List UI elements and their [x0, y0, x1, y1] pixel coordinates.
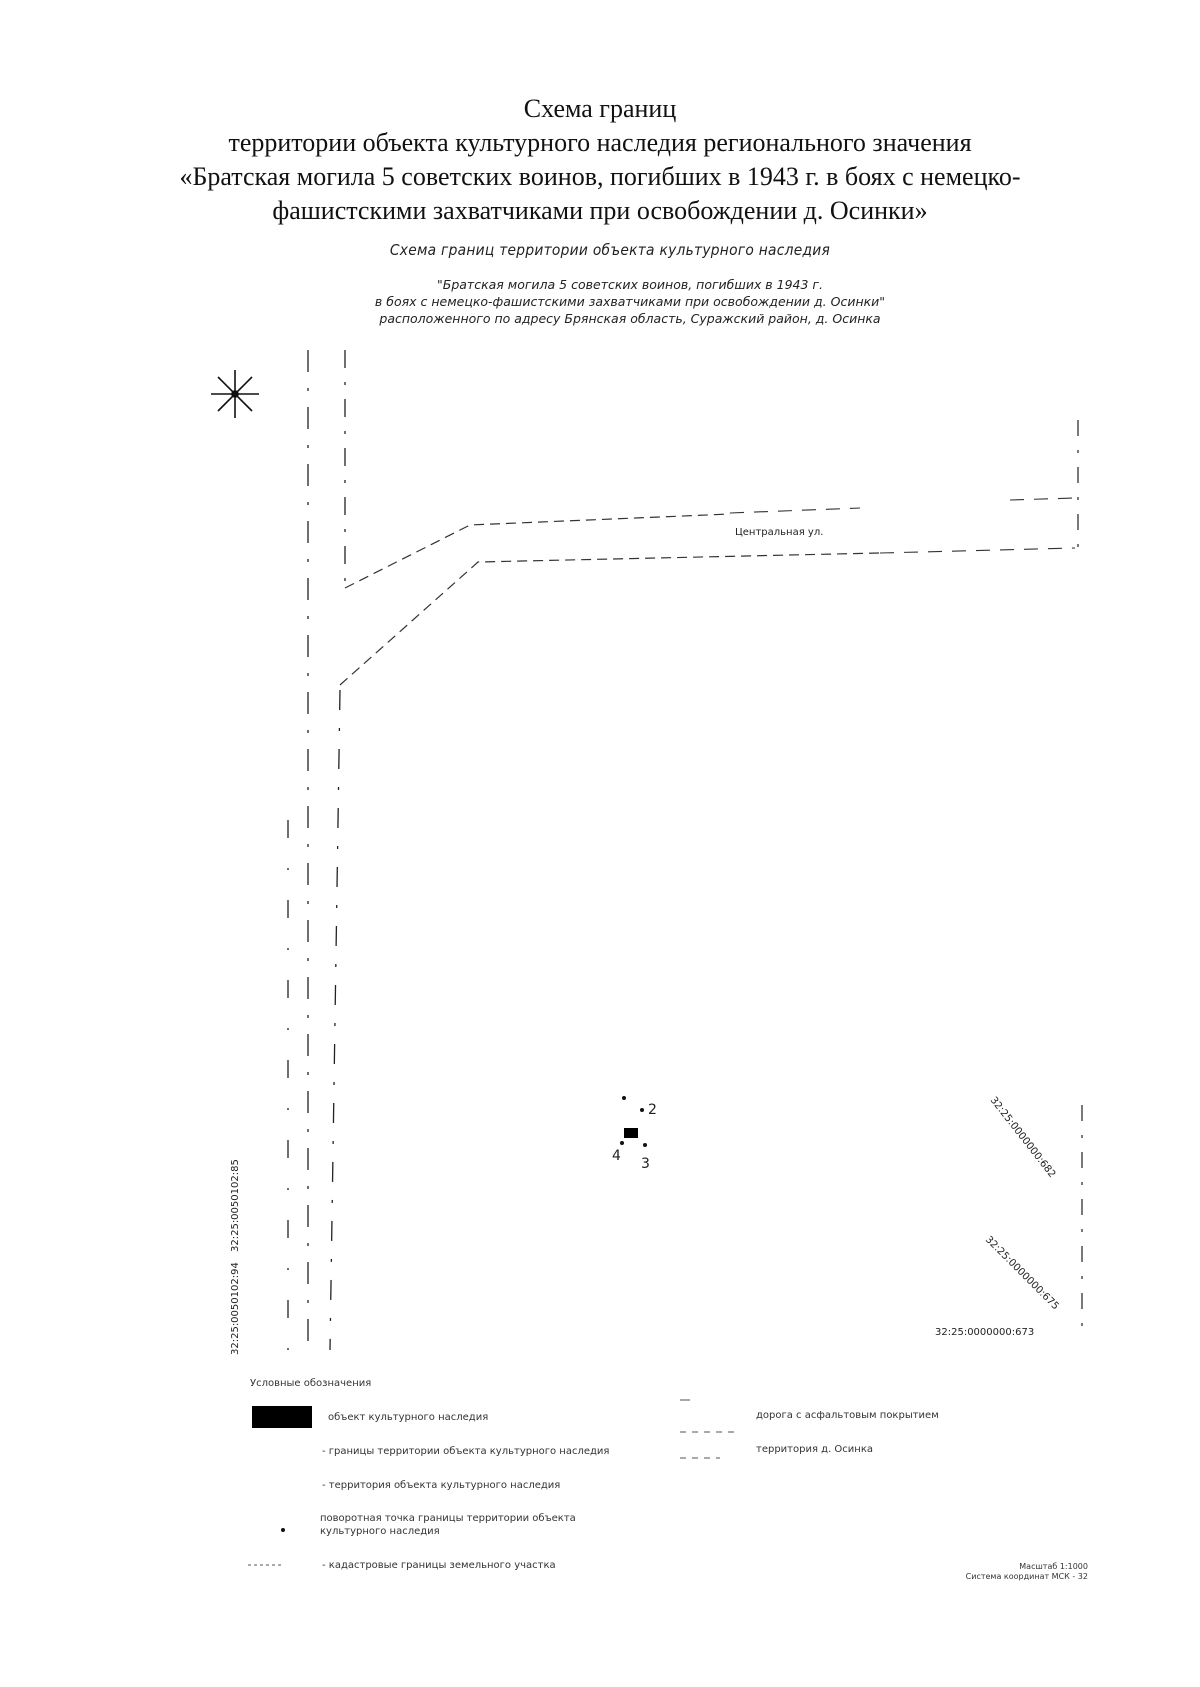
legend-item-village-territory: территория д. Осинка: [756, 1444, 874, 1455]
coordinate-system-line: Система координат МСК - 32: [965, 1572, 1088, 1581]
scale-line: Масштаб 1:1000: [1019, 1562, 1088, 1571]
street-label: Центральная ул.: [735, 527, 824, 538]
point-label-2: 2: [648, 1102, 657, 1118]
heading-line-3: «Братская могила 5 советских воинов, погибших в 1943 г. в боях с немецко-: [179, 162, 1021, 191]
legend-item-territory-boundary: - границы территории объекта культурного наследия: [322, 1446, 610, 1457]
cadastral-number-right-upper: 32:25:0000000:682: [987, 1095, 1058, 1181]
legend-item-cadastral-boundary: - кадастровые границы земельного участка: [322, 1560, 556, 1571]
point-label-4: 4: [612, 1148, 621, 1164]
object-description-line-1: "Братская могила 5 советских воинов, погибших в 1943 г.: [437, 277, 823, 292]
object-description-line-3: расположенного по адресу Брянская область, Суражский район, д. Осинка: [379, 311, 881, 326]
turning-point-1: [622, 1096, 626, 1100]
horizontal-road: [730, 498, 1075, 553]
legend-heritage-swatch: [252, 1406, 312, 1428]
heading-line-1: Схема границ: [523, 94, 677, 123]
cadastral-number-right-middle: 32:25:0000000:675: [982, 1234, 1061, 1313]
legend-turning-point-dot: [281, 1528, 285, 1532]
point-label-3: 3: [641, 1156, 650, 1172]
turning-point-3: [643, 1143, 647, 1147]
map-title: Схема границ территории объекта культурного наследия: [389, 241, 831, 259]
cadastral-number-right-lower: 32:25:0000000:673: [935, 1327, 1035, 1338]
scale-block: [948, 1562, 1088, 1582]
cadastral-number-left-lower: 32:25:0050102:94: [230, 1262, 241, 1355]
legend-title: Условные обозначения: [250, 1378, 372, 1389]
heading-line-2: территории объекта культурного наследия регионального значения: [228, 128, 972, 157]
vertical-road: [288, 350, 345, 1350]
road-connector: [340, 514, 880, 685]
legend-item-heritage-object: объект культурного наследия: [328, 1412, 489, 1423]
turning-point-2: [640, 1108, 644, 1112]
compass-rose-icon: [211, 370, 259, 418]
heritage-object: [620, 1096, 647, 1147]
cadastral-number-left-upper: 32:25:0050102:85: [230, 1159, 241, 1252]
turning-point-4: [620, 1141, 624, 1145]
object-description-line-2: в боях с немецко-фашистскими захватчиками при освобождении д. Осинки": [374, 294, 886, 309]
right-boundary: [1078, 420, 1082, 1330]
legend-item-turning-point: поворотная точка границы территории объекта культурного наследия: [320, 1513, 576, 1537]
legend-item-asphalt-road: дорога с асфальтовым покрытием: [756, 1410, 939, 1421]
heading-line-4: фашистскими захватчиками при освобождении д. Осинки»: [272, 196, 928, 225]
legend-item-territory: - территория объекта культурного наследия: [322, 1480, 561, 1491]
